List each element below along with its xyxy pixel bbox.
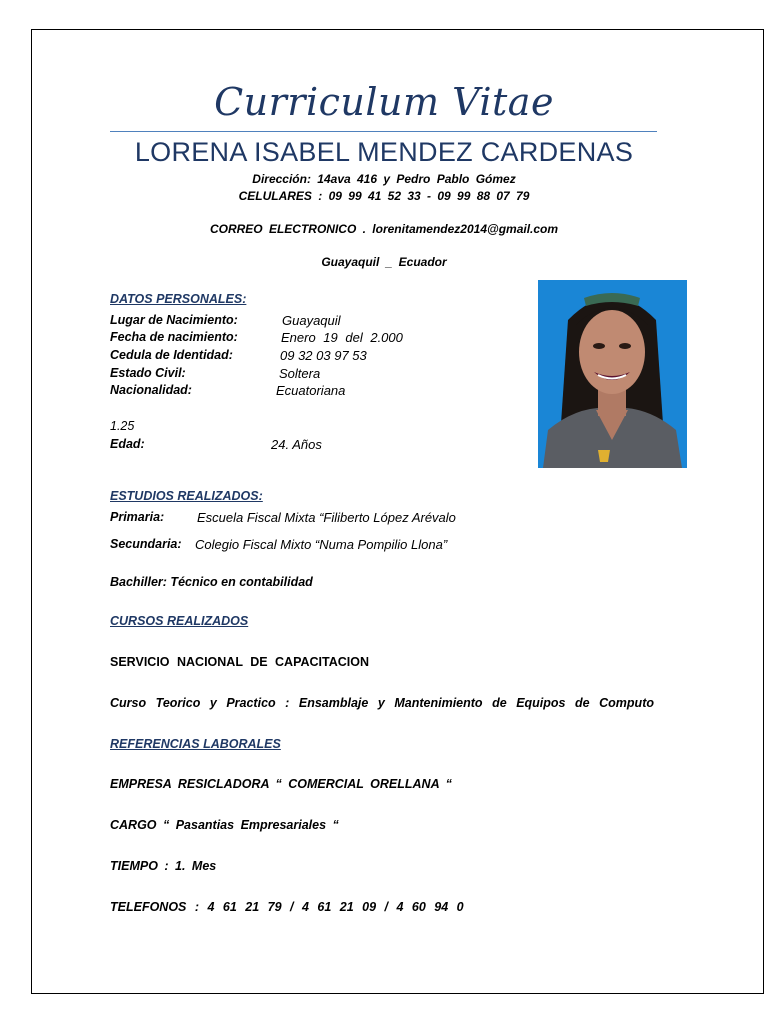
courses-heading: CURSOS REALIZADOS bbox=[110, 614, 249, 628]
civil-status-label: Estado Civil: bbox=[110, 366, 186, 380]
course-institution: SERVICIO NACIONAL DE CAPACITACION bbox=[110, 655, 370, 669]
profile-photo bbox=[538, 280, 687, 468]
reference-time: TIEMPO : 1. Mes bbox=[110, 859, 217, 873]
primary-label: Primaria: bbox=[110, 510, 165, 524]
reference-company: EMPRESA RESICLADORA “ COMERCIAL ORELLANA “ bbox=[110, 777, 452, 791]
bachiller-line: Bachiller: Técnico en contabilidad bbox=[110, 575, 313, 589]
primary-value: Escuela Fiscal Mixta “Filiberto López Arévalo bbox=[197, 510, 456, 525]
address-line: Dirección: 14ava 416 y Pedro Pablo Gómez bbox=[252, 172, 516, 186]
secondary-value: Colegio Fiscal Mixto “Numa Pompilio Llona” bbox=[195, 537, 448, 552]
birthplace-value: Guayaquil bbox=[282, 313, 341, 328]
course-text: Curso Teorico y Practico : Ensamblaje y Mantenimiento de Equipos de Computo bbox=[110, 696, 654, 710]
references-heading: REFERENCIAS LABORALES bbox=[110, 737, 281, 751]
document-title: Curriculum Vitae bbox=[214, 80, 554, 124]
course-description bbox=[110, 696, 654, 710]
reference-phones: TELEFONOS : 4 61 21 79 / 4 61 21 09 / 4 60 94 0 bbox=[110, 900, 464, 914]
title-rule bbox=[110, 131, 657, 132]
secondary-label: Secundaria: bbox=[110, 537, 182, 551]
age-value: 24. Años bbox=[271, 437, 322, 452]
nationality-value: Ecuatoriana bbox=[276, 383, 346, 398]
personal-data-heading: DATOS PERSONALES: bbox=[110, 292, 247, 306]
birthplace-label: Lugar de Nacimiento: bbox=[110, 313, 238, 327]
phones-line: CELULARES : 09 99 41 52 33 - 09 99 88 07 79 bbox=[238, 189, 530, 203]
id-value: 09 32 03 97 53 bbox=[280, 348, 367, 363]
birthdate-value: Enero 19 del 2.000 bbox=[281, 330, 403, 345]
studies-heading: ESTUDIOS REALIZADOS: bbox=[110, 489, 263, 503]
civil-status-value: Soltera bbox=[279, 366, 321, 381]
birthdate-label: Fecha de nacimiento: bbox=[110, 330, 238, 344]
email-line: CORREO ELECTRONICO . lorenitamendez2014@gmail.com bbox=[209, 222, 559, 236]
height-value: 1.25 bbox=[110, 419, 135, 433]
candidate-name: LORENA ISABEL MENDEZ CARDENAS bbox=[134, 137, 634, 167]
reference-position: CARGO “ Pasantias Empresariales “ bbox=[110, 818, 339, 832]
id-label: Cedula de Identidad: bbox=[110, 348, 233, 362]
nationality-label: Nacionalidad: bbox=[110, 383, 192, 397]
location-line: Guayaquil _ Ecuador bbox=[321, 255, 447, 269]
age-label: Edad: bbox=[110, 437, 145, 451]
